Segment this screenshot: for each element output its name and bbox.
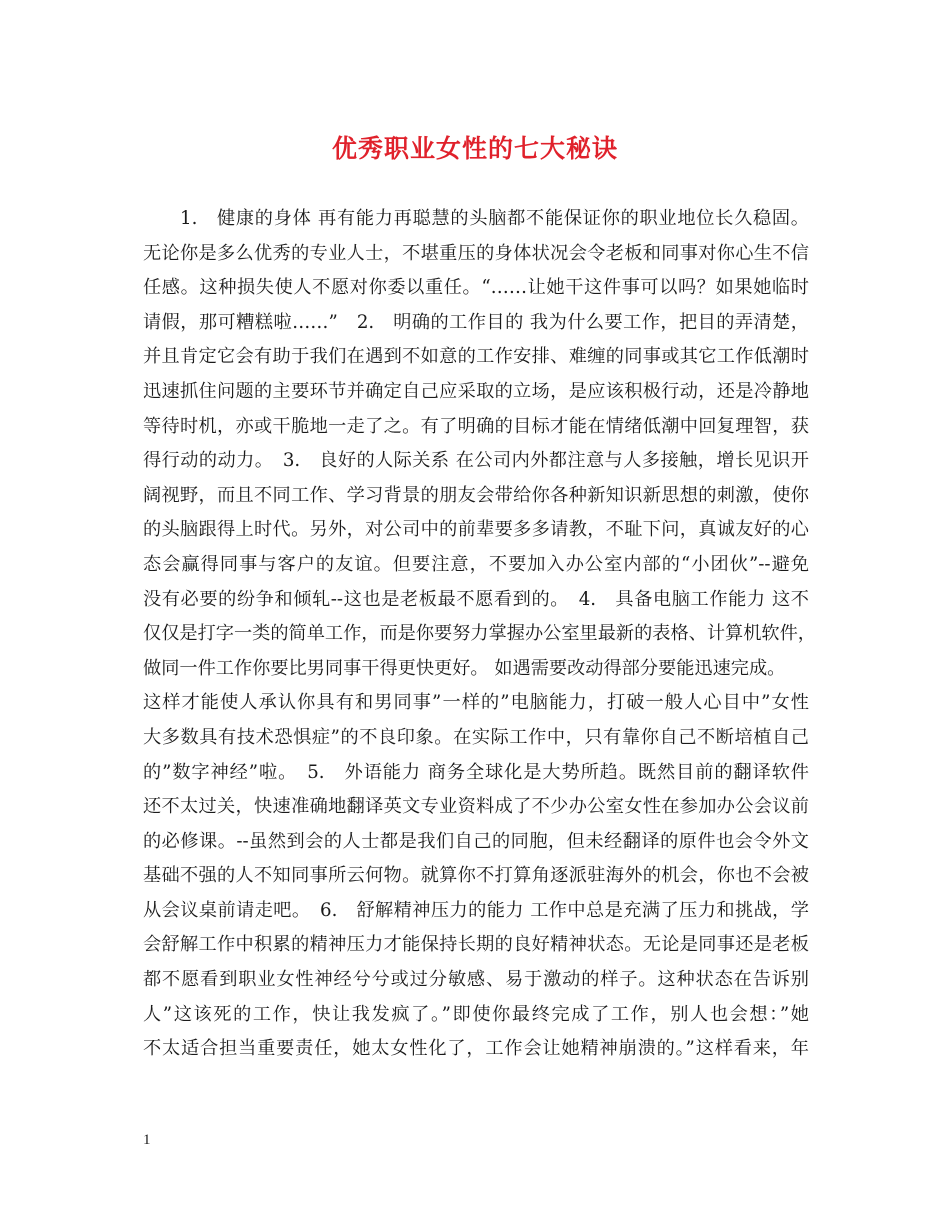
body-line: 大多数具有技术恐惧症”的不良印象。在实际工作中，只有靠你自己不断培植自己	[143, 726, 809, 748]
body-line: 1. 健康的身体 再有能力再聪慧的头脑都不能保证你的职业地位长久稳固。	[180, 208, 809, 229]
body-line: 无论你是多么优秀的专业人士，不堪重压的身体状况会令老板和同事对你心生不信	[143, 242, 809, 264]
body-line: 会舒解工作中积累的精神压力才能保持长期的良好精神状态。无论是同事还是老板	[143, 934, 809, 956]
body-line: 的”数字神经”啦。 5. 外语能力 商务全球化是大势所趋。既然目前的翻译软件	[143, 761, 809, 783]
body-line: 做同一件工作你要比男同事干得更快更好。 如遇需要改动得部分要能迅速完成。	[143, 657, 786, 679]
body-line: 还不太过关，快速准确地翻译英文专业资料成了不少办公室女性在参加办公会议前	[143, 796, 809, 818]
body-line: 不太适合担当重要责任，她太女性化了，工作会让她精神崩溃的。”这样看来，年	[143, 1038, 809, 1060]
body-line: 任感。这种损失使人不愿对你委以重任。“……让她干这件事可以吗？如果她临时	[143, 277, 809, 299]
body-line: 阔视野，而且不同工作、学习背景的朋友会带给你各种新知识新思想的刺激，使你	[143, 484, 809, 506]
body-line: 的头脑跟得上时代。另外，对公司中的前辈要多多请教，不耻下问，真诚友好的心	[143, 519, 809, 541]
body-line: 都不愿看到职业女性神经兮兮或过分敏感、易于激动的样子。这种状态在告诉别	[143, 969, 809, 991]
body-line: 并且肯定它会有助于我们在遇到不如意的工作安排、难缠的同事或其它工作低潮时	[143, 346, 809, 368]
document-body	[143, 202, 816, 1067]
body-line: 没有必要的纷争和倾轧--这也是老板最不愿看到的。 4. 具备电脑工作能力 这不	[143, 588, 809, 610]
body-line: 得行动的动力。 3. 良好的人际关系 在公司内外都注意与人多接触，增长见识开	[143, 450, 809, 472]
body-line: 从会议桌前请走吧。 6. 舒解精神压力的能力 工作中总是充满了压力和挑战，学	[143, 899, 809, 921]
page-number: 1	[143, 1132, 151, 1148]
body-line: 人”这该死的工作，快让我发疯了。”即使你最终完成了工作，别人也会想：”她	[143, 1003, 809, 1025]
body-line: 态会赢得同事与客户的友谊。但要注意，不要加入办公室内部的“小团伙”--避免	[143, 553, 809, 575]
body-line: 的必修课。--虽然到会的人士都是我们自己的同胞，但未经翻译的原件也会令外文	[143, 830, 809, 852]
document-title: 优秀职业女性的七大秘诀	[331, 134, 618, 163]
body-line: 基础不强的人不知同事所云何物。就算你不打算角逐派驻海外的机会，你也不会被	[143, 865, 809, 887]
body-line: 这样才能使人承认你具有和男同事”一样的”电脑能力，打破一般人心目中”女性	[143, 692, 809, 714]
body-line: 请假，那可糟糕啦……” 2. 明确的工作目的 我为什么要工作，把目的弄清楚，	[143, 311, 809, 333]
body-line: 仅仅是打字一类的简单工作，而是你要努力掌握办公室里最新的表格、计算机软件，	[143, 623, 816, 645]
body-line: 迅速抓住问题的主要环节并确定自己应采取的立场，是应该积极行动，还是冷静地	[143, 380, 809, 402]
body-line: 等待时机，亦或干脆地一走了之。有了明确的目标才能在情绪低潮中回复理智，获	[143, 415, 809, 437]
